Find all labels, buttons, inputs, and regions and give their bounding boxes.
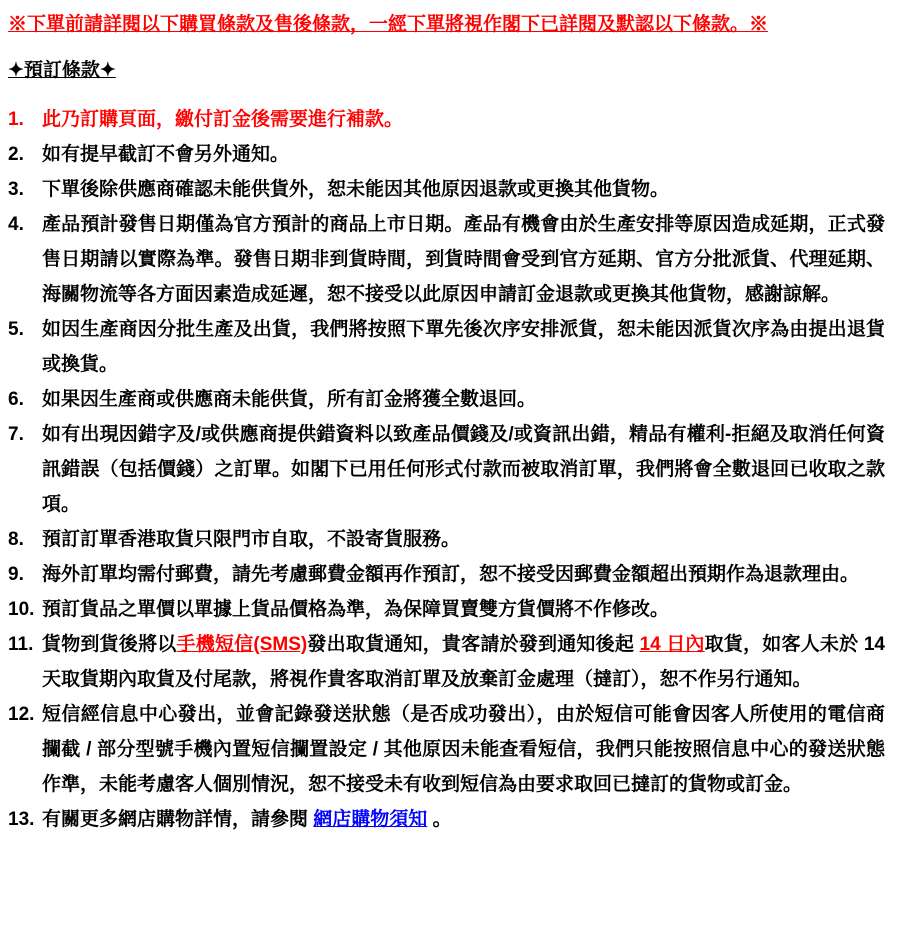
- store-shopping-notice-link[interactable]: 網店購物須知: [313, 809, 428, 830]
- term-item-text: [42, 557, 885, 592]
- term-item-number: 6.: [8, 389, 24, 410]
- term-text-segment: 有關更多網店購物詳情，請參閱: [42, 809, 314, 830]
- term-item-11: [8, 627, 885, 697]
- term-text-segment: 。: [427, 809, 452, 830]
- term-text-segment: 貨物到貨後將以: [42, 634, 177, 655]
- term-item-1: [8, 102, 885, 137]
- term-text-segment: 海外訂單均需付郵費，請先考慮郵費金額再作預訂，恕不接受因郵費金額超出預期作為退款理由。: [42, 564, 860, 585]
- term-item-text: [42, 382, 885, 417]
- term-text-segment: 預訂訂單香港取貨只限門市自取，不設寄貨服務。: [42, 529, 461, 550]
- term-text-segment: 如因生產商因分批生產及出貨，我們將按照下單先後次序安排派貨，恕未能因派貨次序為由提出退貨或換貨。: [42, 319, 885, 375]
- term-text-segment: 如果因生產商或供應商未能供貨，所有訂金將獲全數退回。: [42, 389, 537, 410]
- term-item-12: [8, 697, 885, 802]
- terms-list: [8, 102, 885, 837]
- term-item-number: 7.: [8, 424, 24, 445]
- term-item-number: 8.: [8, 529, 24, 550]
- term-item-number: 13.: [8, 809, 35, 830]
- term-text-segment: 短信經信息中心發出，並會記錄發送狀態（是否成功發出），由於短信可能會因客人所使用的電信商攔截 / 部分型號手機內置短信攔置設定 / 其他原因未能查看短信，我們只能按照信息中心的發送狀態作準，未能考慮客人個別情況，恕不接受未有收到短信為由要求取回已撻訂的貨物或訂金。: [42, 704, 885, 795]
- term-item-6: [8, 382, 885, 417]
- term-item-text: [42, 417, 885, 522]
- term-item-5: [8, 312, 885, 382]
- term-item-text: [42, 522, 885, 557]
- term-item-13: [8, 802, 885, 837]
- term-item-number: 12.: [8, 704, 35, 725]
- term-text-segment: 預訂貨品之單價以單據上貨品價格為準，為保障買賣雙方貨價將不作修改。: [42, 599, 670, 620]
- term-item-number: 2.: [8, 144, 24, 165]
- term-item-number: 9.: [8, 564, 24, 585]
- term-item-10: [8, 592, 885, 627]
- term-text-segment: 手機短信(SMS): [176, 634, 308, 655]
- term-text-segment: 下單後除供應商確認未能供貨外，恕未能因其他原因退款或更換其他貨物。: [42, 179, 670, 200]
- term-item-text: [42, 137, 885, 172]
- term-item-3: [8, 172, 885, 207]
- term-text-segment: 產品預計發售日期僅為官方預計的商品上市日期。產品有機會由於生產安排等原因造成延期，正式發售日期請以實際為準。發售日期非到貨時間，到貨時間會受到官方延期、官方分批派貨、代理延期、海關物流等各方面因素造成延遲，恕不接受以此原因申請訂金退款或更換其他貨物，感謝諒解。: [42, 214, 885, 305]
- term-text-segment: 此乃訂購頁面，繳付訂金後需要進行補款。: [42, 109, 404, 130]
- term-item-number: 5.: [8, 319, 24, 340]
- term-item-text: [42, 102, 885, 137]
- term-item-9: [8, 557, 885, 592]
- term-item-number: 3.: [8, 179, 24, 200]
- term-item-8: [8, 522, 885, 557]
- term-item-number: 4.: [8, 214, 24, 235]
- term-item-7: [8, 417, 885, 522]
- term-item-number: 11.: [8, 634, 34, 655]
- term-text-segment: 如有出現因錯字及/或供應商提供錯資料以致產品價錢及/或資訊出錯，精品有權利-拒絕及取消任何資訊錯誤（包括價錢）之訂單。如閣下已用任何形式付款而被取消訂單，我們將會全數退回已收取之款項。: [42, 424, 885, 515]
- term-item-number: 1.: [8, 109, 24, 130]
- term-text-segment: 發出取貨通知，貴客請於發到通知後起: [307, 634, 640, 655]
- term-item-2: [8, 137, 885, 172]
- term-item-text: [42, 207, 885, 312]
- term-item-number: 10.: [8, 599, 35, 620]
- term-text-segment: 14 日內: [639, 634, 705, 655]
- term-item-text: [42, 697, 885, 802]
- term-item-4: [8, 207, 885, 312]
- term-item-text: [42, 627, 885, 697]
- term-text-segment: 如有提早截訂不會另外通知。: [42, 144, 290, 165]
- term-text-segment: 取貨，如客人未於 14 天取貨期內取貨及付尾款，將視作貴客取消訂單及放棄訂金處理（撻訂），恕不作另行通知。: [42, 634, 885, 690]
- preorder-terms-section-title: ✦預訂條款✦: [8, 60, 116, 81]
- purchase-terms-notice-title: ※下單前請詳閱以下購買條款及售後條款，一經下單將視作閣下已詳閱及默認以下條款。※: [8, 14, 769, 35]
- term-item-text: [42, 172, 885, 207]
- term-item-text: [42, 592, 885, 627]
- term-item-text: [42, 802, 885, 837]
- term-item-text: [42, 312, 885, 382]
